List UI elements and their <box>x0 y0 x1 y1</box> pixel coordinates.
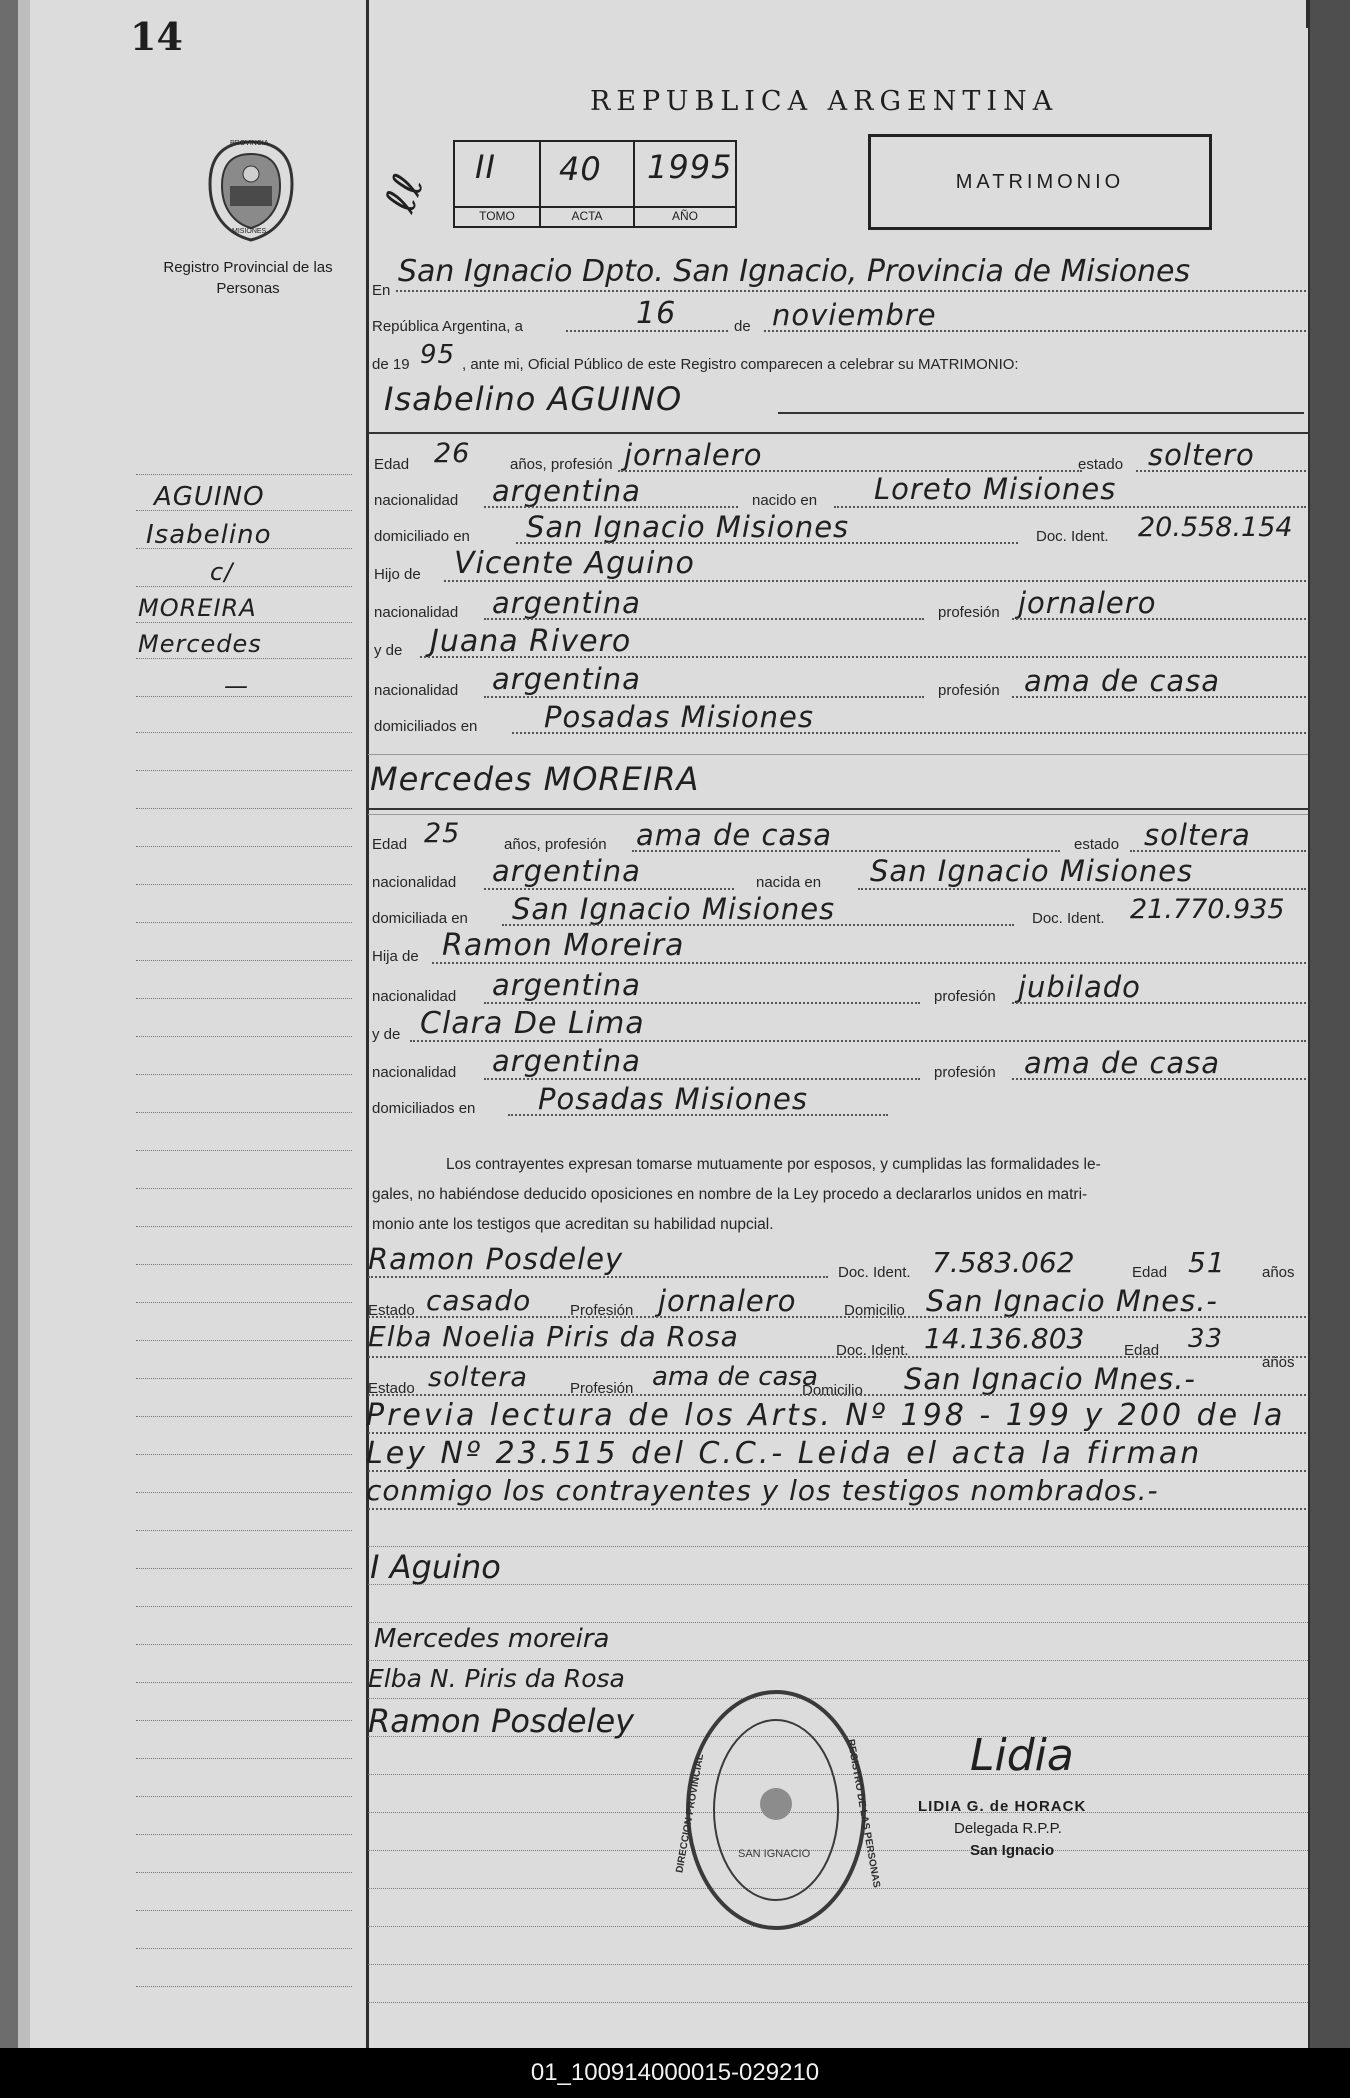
dotted-line <box>484 696 924 698</box>
bride-profession: ama de casa <box>636 818 833 852</box>
margin-rule <box>136 548 352 549</box>
nacionalidad-label: nacionalidad <box>374 604 459 621</box>
margin-rule <box>136 1758 352 1759</box>
dotted-line <box>368 1316 1306 1318</box>
tomo-label: TOMO <box>455 206 539 223</box>
tomo-value: II <box>475 148 496 186</box>
margin-rule <box>136 1378 352 1379</box>
section-rule <box>368 814 1308 815</box>
marriage-day: 16 <box>636 296 677 331</box>
registry-label: Registro Provincial de las Personas <box>163 259 333 297</box>
margin-rule <box>136 1340 352 1341</box>
margin-rule <box>136 658 352 659</box>
margin-rule <box>136 1074 352 1075</box>
margin-rule <box>136 622 352 623</box>
bride-father-profession: jubilado <box>1018 970 1141 1004</box>
margin-rule <box>136 884 352 885</box>
dotted-line <box>368 1356 1306 1358</box>
doc-label: Doc. Ident. <box>836 1342 909 1359</box>
nacionalidad-label: nacionalidad <box>372 1064 457 1081</box>
tomo-cell <box>455 142 541 226</box>
hijo-label: Hijo de <box>374 566 421 583</box>
profesion-label: Profesión <box>570 1302 634 1319</box>
bride-father-nationality: argentina <box>492 968 641 1002</box>
bride-name: Mercedes MOREIRA <box>370 760 700 798</box>
margin-rule <box>136 586 352 587</box>
dotted-line <box>420 656 1306 658</box>
seal-text-bottom: MISIONES <box>232 228 267 235</box>
binding-spine <box>18 0 30 2048</box>
anos-profesion-label: años, profesión <box>504 836 607 853</box>
matrimonio-box <box>868 134 1212 230</box>
margin-rule <box>136 1226 352 1227</box>
official-signature: Lidia <box>970 1730 1074 1781</box>
witness1-name: Ramon Posdeley <box>368 1242 624 1276</box>
bride-mother: Clara De Lima <box>420 1006 645 1041</box>
margin-rule <box>136 1606 352 1607</box>
anos-label: años <box>1262 1354 1295 1371</box>
official-title: Delegada R.P.P. <box>954 1820 1062 1837</box>
name-rule <box>778 412 1304 414</box>
dotted-line <box>1012 618 1306 620</box>
republic-title: REPUBLICA ARGENTINA <box>590 86 1059 117</box>
domiciliados-label: domiciliados en <box>372 1100 476 1117</box>
margin-rule <box>136 1112 352 1113</box>
ano-label: AÑO <box>635 206 735 223</box>
witness2-doc: 14.136.803 <box>924 1322 1085 1355</box>
intro-statement: , ante mi, Oficial Público de este Registro comparecen a celebrar su MATRIMONIO: <box>462 356 1019 373</box>
margin-rule <box>136 1454 352 1455</box>
profesion-label: profesión <box>934 988 996 1005</box>
domicilio-label: Domicilio <box>844 1302 905 1319</box>
margin-rule <box>136 1188 352 1189</box>
groom-estado: soltero <box>1148 438 1255 472</box>
groom-mother: Juana Rivero <box>430 624 632 659</box>
footer-bar <box>0 2048 1350 2098</box>
groom-mother-profession: ama de casa <box>1024 664 1221 698</box>
dotted-line <box>444 580 1306 582</box>
register-page <box>18 0 1310 2048</box>
official-stamp-icon <box>682 1684 870 1936</box>
margin-rule <box>136 1302 352 1303</box>
clerk-initials: ℓℓ <box>375 166 434 219</box>
ruled-line <box>368 1622 1308 1623</box>
doc-label: Doc. Ident. <box>1032 910 1105 927</box>
official-place: San Ignacio <box>970 1842 1055 1859</box>
dotted-line <box>1012 696 1306 698</box>
hija-label: Hija de <box>372 948 419 965</box>
bride-father: Ramon Moreira <box>442 928 685 963</box>
footer-id: 01_100914000015-029210 <box>530 2059 820 2086</box>
bride-birthplace: San Ignacio Misiones <box>870 854 1194 888</box>
bride-mother-nationality: argentina <box>492 1044 641 1078</box>
acta-value: 40 <box>559 150 602 188</box>
witness2-age: 33 <box>1188 1324 1224 1354</box>
groom-name: Isabelino AGUINO <box>384 380 683 418</box>
year-prefix: de 19 <box>372 356 410 373</box>
domicilio-label: Domicilio <box>802 1382 863 1399</box>
groom-father-profession: jornalero <box>1018 586 1157 620</box>
domiciliada-label: domiciliada en <box>372 910 468 927</box>
ano-cell <box>635 142 735 226</box>
dotted-line <box>484 618 924 620</box>
dotted-line <box>1136 470 1306 472</box>
margin-rule <box>136 1150 352 1151</box>
dotted-line <box>368 1508 1306 1510</box>
dotted-line <box>410 1040 1306 1042</box>
witness2-profession: ama de casa <box>652 1362 818 1392</box>
dotted-line <box>368 1432 1306 1434</box>
margin-rule <box>136 1872 352 1873</box>
doc-label: Doc. Ident. <box>1036 528 1109 545</box>
margin-rule <box>136 1416 352 1417</box>
anos-profesion-label: años, profesión <box>510 456 613 473</box>
dotted-line <box>566 330 728 332</box>
dotted-line <box>764 330 1306 332</box>
witness2-estado: soltera <box>428 1362 528 1393</box>
margin-rule <box>136 474 352 475</box>
marriage-place: San Ignacio Dpto. San Ignacio, Provincia de Misiones <box>398 254 1191 289</box>
estado-label: estado <box>1074 836 1120 853</box>
ano-value: 1995 <box>647 148 733 186</box>
groom-profession: jornalero <box>624 438 763 472</box>
edad-label: Edad <box>372 836 408 853</box>
profesion-label: profesión <box>938 604 1000 621</box>
dotted-line <box>502 924 1014 926</box>
section-rule <box>368 432 1308 434</box>
dotted-line <box>484 1002 920 1004</box>
bride-nationality: argentina <box>492 854 641 888</box>
witness1-doc: 7.583.062 <box>932 1246 1075 1279</box>
margin-rule <box>136 1530 352 1531</box>
estado-label: Estado <box>368 1380 415 1397</box>
signature-groom: I Aguino <box>370 1548 501 1586</box>
dotted-line <box>368 1470 1306 1472</box>
column-divider <box>366 0 369 2048</box>
marriage-month: noviembre <box>772 298 937 332</box>
bride-domicile: San Ignacio Misiones <box>512 892 836 926</box>
margin-note-line: MOREIRA <box>138 594 257 622</box>
bride-estado: soltera <box>1144 818 1251 852</box>
witness2-domicile: San Ignacio Mnes.- <box>904 1362 1196 1396</box>
margin-rule <box>136 1568 352 1569</box>
nacionalidad-label: nacionalidad <box>374 492 459 509</box>
stamp-text-center: SAN IGNACIO <box>738 1848 811 1860</box>
edad-label: Edad <box>1124 1342 1160 1359</box>
groom-domicile: San Ignacio Misiones <box>526 510 850 544</box>
margin-rule <box>136 732 352 733</box>
groom-nationality: argentina <box>492 474 641 508</box>
doc-label: Doc. Ident. <box>838 1264 911 1281</box>
witness1-estado: casado <box>426 1284 532 1317</box>
dotted-line <box>512 732 1306 734</box>
dotted-line <box>834 506 1306 508</box>
margin-rule <box>136 960 352 961</box>
page-number: 14 <box>130 14 183 59</box>
estado-label: Estado <box>368 1302 415 1319</box>
declaration-line: Los contrayentes expresan tomarse mutuamente por esposos, y cumplidas las formalidades le- <box>446 1156 1101 1173</box>
closing-note-line: conmigo los contrayentes y los testigos nombrados.- <box>366 1474 1159 1507</box>
bride-age: 25 <box>424 818 461 849</box>
edad-label: Edad <box>374 456 410 473</box>
dotted-line <box>1130 850 1306 852</box>
domiciliado-label: domiciliado en <box>374 528 470 545</box>
y-de-label: y de <box>372 1026 401 1043</box>
dotted-line <box>484 888 734 890</box>
signature-bride: Mercedes moreira <box>374 1624 610 1654</box>
witness1-profession: jornalero <box>658 1284 797 1318</box>
dotted-line <box>516 542 1018 544</box>
ruled-line <box>368 1964 1308 1965</box>
nacionalidad-label: nacionalidad <box>374 682 459 699</box>
ruled-line <box>368 2002 1308 2003</box>
margin-rule <box>136 770 352 771</box>
margin-rule <box>136 1986 352 1987</box>
margin-rule <box>136 1644 352 1645</box>
margin-rule <box>136 1796 352 1797</box>
margin-rule <box>136 1682 352 1683</box>
margin-rule <box>136 696 352 697</box>
margin-rule <box>136 510 352 511</box>
margin-rule <box>136 846 352 847</box>
official-name: LIDIA G. de HORACK <box>918 1798 1087 1815</box>
stamp-text-left: DIRECCION PROVINCIAL <box>674 1753 707 1874</box>
matrimonio-label: MATRIMONIO <box>955 170 1125 193</box>
seal-text-top: PROVINCIA <box>230 140 269 147</box>
dotted-line <box>432 962 1306 964</box>
bride-parents-domicile: Posadas Misiones <box>538 1082 808 1116</box>
y-de-label: y de <box>374 642 403 659</box>
margin-rule <box>136 922 352 923</box>
groom-father-nationality: argentina <box>492 586 641 620</box>
de-label: de <box>734 318 751 335</box>
acta-cell <box>541 142 635 226</box>
ruled-line <box>368 1546 1308 1547</box>
closing-note-line: Ley Nº 23.515 del C.C.- Leida el acta la firman <box>366 1436 1203 1471</box>
nacionalidad-label: nacionalidad <box>372 988 457 1005</box>
dotted-line <box>1012 1078 1306 1080</box>
margin-note-line: Isabelino <box>146 520 272 550</box>
profesion-label: Profesión <box>570 1380 634 1397</box>
groom-birthplace: Loreto Misiones <box>874 472 1117 506</box>
page-edge <box>1310 0 1350 2048</box>
closing-note-line: Previa lectura de los Arts. Nº 198 - 199 y 200 de la <box>366 1398 1286 1433</box>
dotted-line <box>858 888 1306 890</box>
dotted-line <box>368 1276 828 1278</box>
estado-label: estado <box>1078 456 1124 473</box>
dotted-line <box>632 850 1060 852</box>
declaration-line: monio ante los testigos que acreditan su habilidad nupcial. <box>372 1216 774 1233</box>
edad-label: Edad <box>1132 1264 1168 1281</box>
margin-note-line: Mercedes <box>138 630 262 658</box>
dotted-line <box>508 1114 888 1116</box>
margin-rule <box>136 808 352 809</box>
dotted-line <box>484 506 738 508</box>
profesion-label: profesión <box>938 682 1000 699</box>
nacionalidad-label: nacionalidad <box>372 874 457 891</box>
domiciliados-label: domiciliados en <box>374 718 478 735</box>
nacido-label: nacido en <box>752 492 818 509</box>
groom-parents-domicile: Posadas Misiones <box>544 700 814 734</box>
margin-rule <box>136 1720 352 1721</box>
signature-witness2: Elba N. Piris da Rosa <box>368 1664 625 1693</box>
margin-rule <box>136 1492 352 1493</box>
margin-rule <box>136 1036 352 1037</box>
groom-age: 26 <box>434 438 471 469</box>
margin-rule <box>136 998 352 999</box>
section-rule <box>368 754 1308 755</box>
anos-label: años <box>1262 1264 1295 1281</box>
dotted-line <box>396 290 1306 292</box>
margin-note-line: — <box>224 672 249 700</box>
ruled-line <box>368 1584 1308 1585</box>
dotted-line <box>1012 1002 1306 1004</box>
stamp-text-right: REGISTRO DE LAS PERSONAS <box>844 1738 882 1889</box>
witness1-domicile: San Ignacio Mnes.- <box>926 1284 1218 1318</box>
section-rule <box>368 808 1308 810</box>
groom-mother-nationality: argentina <box>492 662 641 696</box>
tomo-acta-ano-box <box>453 140 737 228</box>
witness1-age: 51 <box>1188 1246 1226 1279</box>
dotted-line <box>368 1394 1306 1396</box>
declaration-line: gales, no habiéndose deducido oposiciones en nombre de la Ley procedo a declararlos unidos en matri- <box>372 1186 1088 1203</box>
margin-rule <box>136 1834 352 1835</box>
acta-label: ACTA <box>541 206 633 223</box>
witness2-name: Elba Noelia Piris da Rosa <box>368 1320 739 1353</box>
margin-rule <box>136 1948 352 1949</box>
margin-rule <box>136 1910 352 1911</box>
bride-doc: 21.770.935 <box>1130 894 1285 925</box>
republica-label: República Argentina, a <box>372 318 523 335</box>
signature-witness1: Ramon Posdeley <box>368 1702 635 1740</box>
margin-rule <box>136 1264 352 1265</box>
bride-mother-profession: ama de casa <box>1024 1046 1221 1080</box>
top-right-mark <box>1306 0 1309 28</box>
en-label: En <box>372 282 391 299</box>
ruled-line <box>368 1660 1308 1661</box>
dotted-line <box>484 1078 920 1080</box>
margin-note-line: AGUINO <box>154 482 265 512</box>
margin-note-line: c/ <box>210 558 234 586</box>
groom-doc: 20.558.154 <box>1138 512 1293 543</box>
groom-father: Vicente Aguino <box>454 546 695 581</box>
year-suffix: 95 <box>420 340 456 370</box>
profesion-label: profesión <box>934 1064 996 1081</box>
nacida-label: nacida en <box>756 874 822 891</box>
